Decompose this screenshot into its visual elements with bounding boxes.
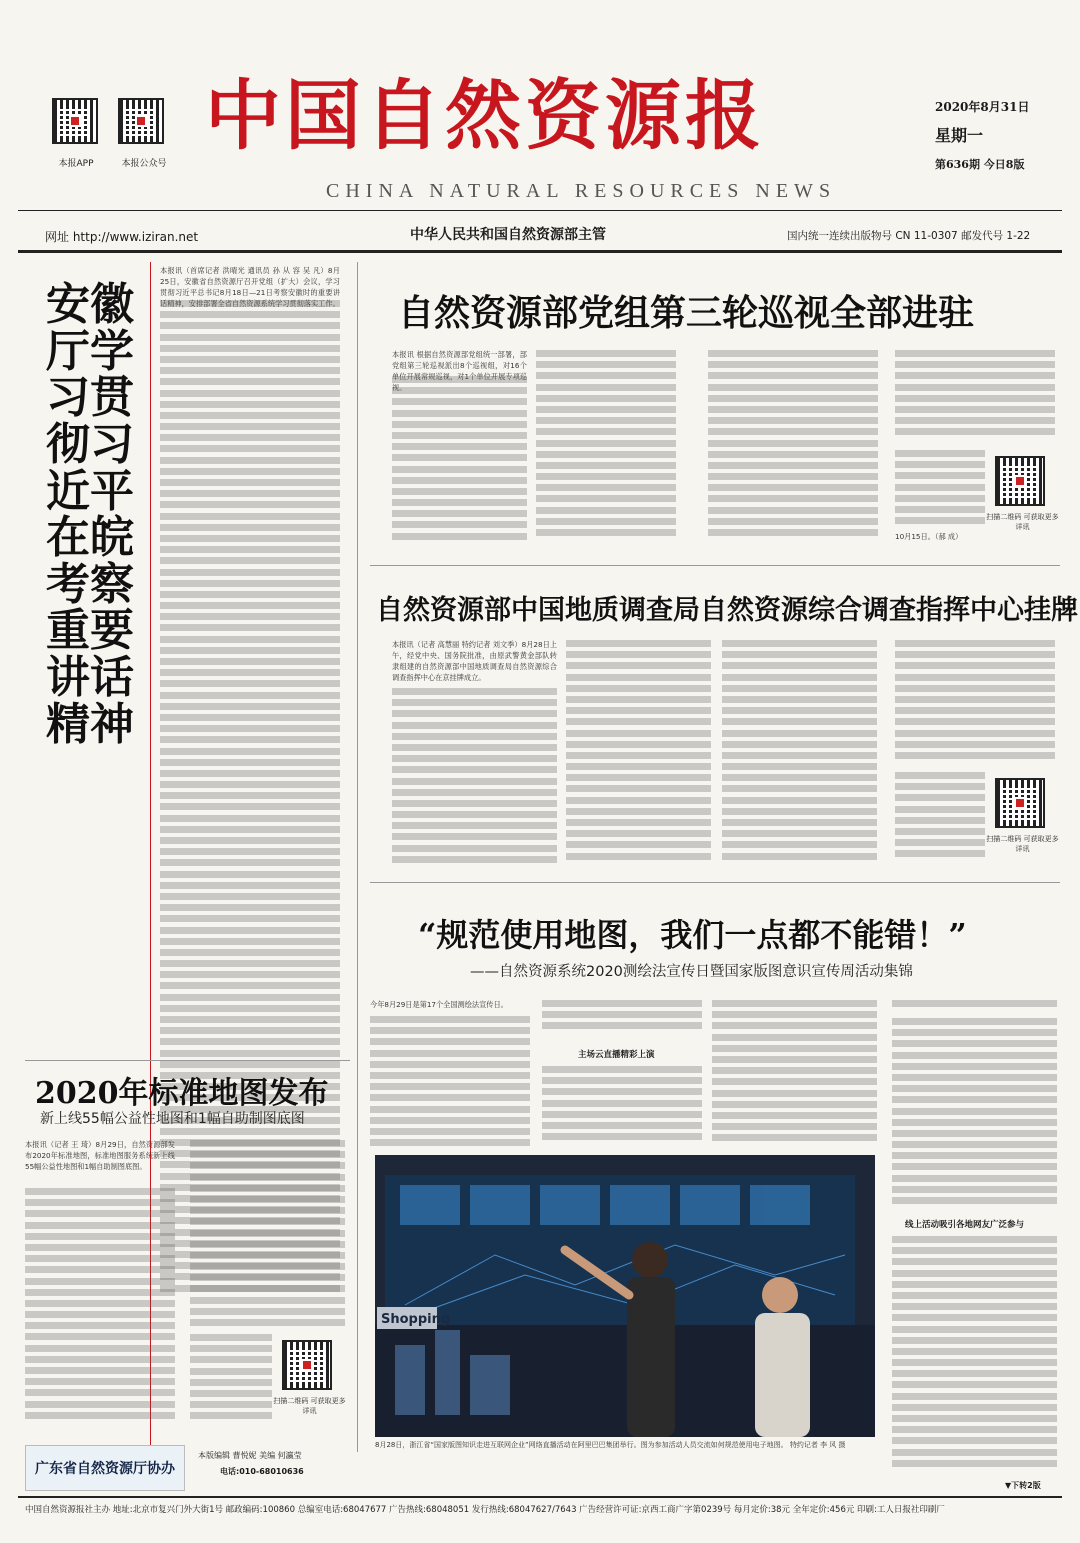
continued-link[interactable]: ▼下转2版 xyxy=(1005,1481,1041,1490)
standard-map-col-2b xyxy=(190,1334,272,1426)
sponsor-line: 中华人民共和国自然资源部主管 xyxy=(410,227,606,243)
editor-credits: 本版编辑 曹悦妮 美编 何瀛莹 xyxy=(198,1451,302,1460)
section-live-stream: 主场云直播精彩上演 xyxy=(578,1050,655,1060)
geology-col-1 xyxy=(392,688,557,870)
sponsor-ad xyxy=(25,1445,185,1491)
anhui-byline: 本报讯（首席记者 洪晴光 通讯员 孙 从 容 吴 凡）8月25日，安徽省自然资源厅召开党组（扩大）会议，学习贯彻习近平总书记8月18日—21日考察安徽时的重要讲话精神，安排部署全省自然资源系统学习贯彻落实工作。 xyxy=(160,266,340,308)
geology-headline: 自然资源部中国地质调查局自然资源综合调查指挥中心挂牌 xyxy=(376,595,1078,626)
date-box xyxy=(935,98,1065,172)
inspection-lead: 本报讯 根据自然资源部党组统一部署，部党组第三轮巡视派出8个巡视组，对16个单位开展常规巡视，对1个单位开展专项巡视。 xyxy=(392,350,527,392)
section-divider-1 xyxy=(370,565,1060,566)
photo-scene xyxy=(375,1155,875,1437)
publication-number: 国内统一连续出版物号 CN 11-0307 邮发代号 1-22 xyxy=(787,230,1031,242)
masthead-english: CHINA NATURAL RESOURCES NEWS xyxy=(326,180,837,202)
anhui-headline: 安徽厅学习贯彻习近平在皖考察重要讲话精神 xyxy=(46,279,134,750)
map-week-col-2b xyxy=(542,1066,702,1148)
standard-map-col-2 xyxy=(190,1140,345,1330)
issue-date: 2020年8月31日 xyxy=(935,100,1030,114)
qr-public-label: 本报公众号 xyxy=(121,159,167,169)
footer-info: 中国自然资源报社主办 地址:北京市复兴门外大街1号 邮政编码:100860 总编室电话:68047677 广告热线:68048051 发行热线:68047627/7643 广告经营许可证:京西工商广字第0239号 每月定价:38元 全年定价:456元 印刷:工人日报社印刷厂 xyxy=(25,1505,945,1515)
section-divider-3 xyxy=(25,1060,350,1061)
inspection-col-3 xyxy=(708,350,878,552)
map-week-col-3 xyxy=(712,1000,877,1148)
standard-map-qr-label: 扫描二维码 可获取更多详讯 xyxy=(273,1397,346,1415)
photo-sign-text: Shopping xyxy=(381,1312,451,1327)
masthead-title: 中国自然资源报 xyxy=(205,71,765,160)
geology-qr-label: 扫描二维码 可获取更多详讯 xyxy=(986,835,1059,853)
inspection-col-1 xyxy=(392,376,527,552)
map-week-col-4a xyxy=(892,1000,1057,1012)
inspection-end: 10月15日。（郝 成） xyxy=(895,532,963,541)
map-week-col-2a xyxy=(542,1000,702,1040)
qr-app-label: 本报APP xyxy=(58,159,94,169)
public-account-qr-code[interactable] xyxy=(118,98,164,144)
map-week-headline: “规范使用地图，我们一点都不能错！” xyxy=(418,916,967,954)
sponsor-ad-text: 广东省自然资源厅协办 xyxy=(35,1461,175,1477)
map-week-col-1 xyxy=(370,1016,530,1146)
header-double-rule xyxy=(18,250,1062,253)
map-week-col-4b xyxy=(892,1018,1057,1214)
standard-map-subtitle: 新上线55幅公益性地图和1幅自助制图底图 xyxy=(40,1111,305,1127)
map-week-subtitle: ——自然资源系统2020测绘法宣传日暨国家版图意识宣传周活动集锦 xyxy=(470,964,913,980)
section-online-activities: 线上活动吸引各地网友广泛参与 xyxy=(905,1220,1025,1230)
footer-rule xyxy=(18,1496,1062,1498)
inspection-col-4b xyxy=(895,450,985,530)
map-week-lead: 今年8月29日是第17个全国测绘法宣传日。 xyxy=(370,1000,508,1009)
standard-map-lead: 本报讯（记者 王 琦）8月29日，自然资源部发布2020年标准地图，标准地图服务系统新上线55幅公益性地图和1幅自助制图底图。 xyxy=(25,1140,175,1171)
standard-map-qr-code[interactable] xyxy=(282,1340,332,1390)
geology-qr-code[interactable] xyxy=(995,778,1045,828)
header-rule xyxy=(18,210,1062,211)
photo-caption: 8月28日，浙江省“国家版图知识走进互联网企业”网络直播活动在阿里巴巴集团举行。图为参加活动人员交流如何规范使用电子地图。 特约记者 李 风 摄 xyxy=(375,1441,846,1449)
inspection-headline: 自然资源部党组第三轮巡视全部进驻 xyxy=(398,292,975,334)
inspection-qr-label: 扫描二维码 可获取更多详讯 xyxy=(986,513,1059,531)
editor-phone: 电话:010-68010636 xyxy=(220,1467,304,1476)
website-link[interactable]: 网址 http://www.iziran.net xyxy=(45,230,199,244)
standard-map-col-1 xyxy=(25,1188,175,1426)
app-qr-code[interactable] xyxy=(52,98,98,144)
inspection-col-2 xyxy=(536,350,676,552)
geology-col-4b xyxy=(895,772,985,862)
geology-lead: 本报讯（记者 高慧丽 特约记者 刘文季）8月28日上午，经党中央、国务院批准，由原武警黄金部队转隶组建的自然资源部中国地质调查局自然资源综合调查指挥中心在京挂牌成立。 xyxy=(392,640,557,682)
map-week-photo xyxy=(375,1155,875,1437)
geology-col-4 xyxy=(895,640,1055,770)
geology-col-3 xyxy=(722,640,877,870)
inspection-col-4 xyxy=(895,350,1055,448)
standard-map-headline: 2020年标准地图发布 xyxy=(35,1076,329,1111)
geology-col-2 xyxy=(566,640,711,870)
left-column-divider xyxy=(357,262,358,1452)
map-week-col-4c xyxy=(892,1236,1057,1476)
issue-number: 第636期 今日8版 xyxy=(935,158,1025,171)
weekday: 星期一 xyxy=(935,126,984,145)
inspection-qr-code[interactable] xyxy=(995,456,1045,506)
section-divider-2 xyxy=(370,882,1060,883)
